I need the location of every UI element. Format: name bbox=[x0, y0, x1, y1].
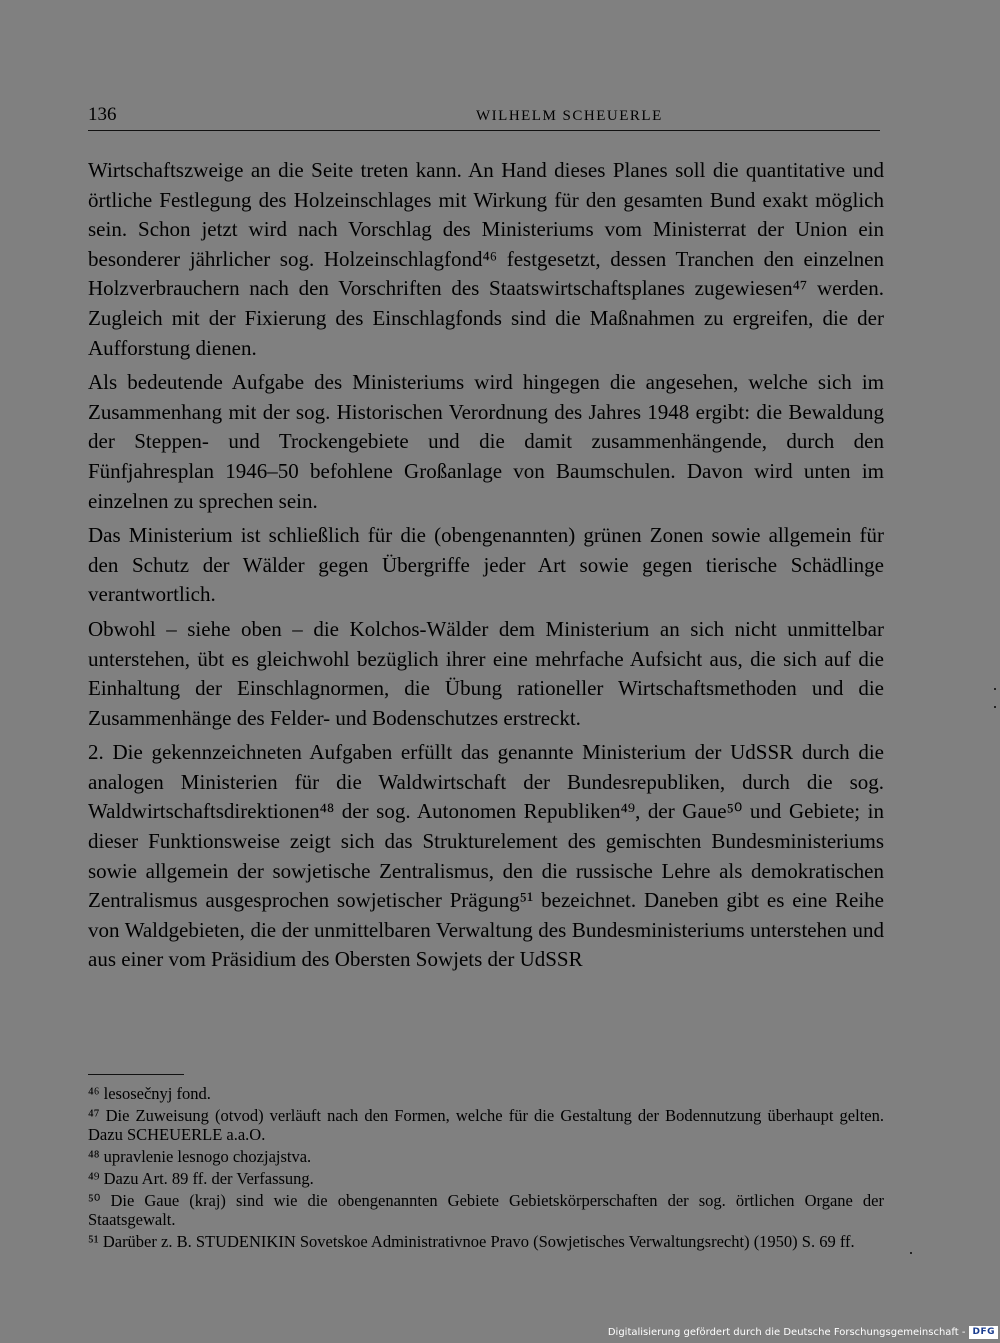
footnote: ⁴⁸ upravlenie lesnogo chozjajstva. bbox=[88, 1147, 312, 1166]
page-number: 136 bbox=[88, 104, 117, 125]
paragraph: Das Ministerium ist schließlich für die (obengenannten) grünen Zonen sowie allgemein für den Schutz der Wälder gegen Übergriffe jeder Art sowie gegen tierische Schädlinge verantwortlich. bbox=[88, 523, 884, 607]
body-text bbox=[88, 156, 884, 980]
digitization-credit bbox=[608, 1325, 998, 1339]
running-head: WILHELM SCHEUERLE bbox=[476, 108, 663, 124]
page-header bbox=[88, 104, 880, 131]
paragraph: Als bedeutende Aufgabe des Ministeriums wird hingegen die angesehen, welche sich im Zusammenhang mit der sog. Historischen Verordnung des Jahres 1948 ergibt: die Bewaldung der Steppen- und Trockengebiete und die damit zusammenhängende, durch den Fünfjahresplan 1946–50 befohlene Großanlage von Baumschulen. Davon wird unten im einzelnen zu sprechen sein. bbox=[88, 370, 884, 513]
footnote: ⁵¹ Darüber z. B. STUDENIKIN Sovetskoe Administrativnoe Pravo (Sowjetisches Verwaltungsrecht) (1950) S. 69 ff. bbox=[88, 1232, 855, 1251]
paragraph: 2. Die gekennzeichneten Aufgaben erfüllt das genannte Ministerium der UdSSR durch die analogen Ministerien für die Waldwirtschaft der Bundesrepubliken, durch die sog. Waldwirtschaftsdirektionen⁴⁸ der sog. Autonomen Republiken⁴⁹, der Gaue⁵⁰ und Gebiete; in dieser Funktionsweise zeigt sich das Strukturelement des gemischten Bundesministeriums sowie allgemein der sowjetische Zentralismus, den die russische Lehre als demokratischen Zentralismus ausgesprochen sowjetischer Prägung⁵¹ bezeichnet. Daneben gibt es eine Reihe von Waldgebieten, die der unmittelbaren Verwaltung des Bundesministeriums unterstehen und aus einer vom Präsidium des Obersten Sowjets der UdSSR bbox=[88, 740, 884, 972]
paragraph: Obwohl – siehe oben – die Kolchos-Wälder dem Ministerium an sich nicht unmittelbar unterstehen, übt es gleichwohl bezüglich ihrer eine mehrfache Aufsicht aus, die sich auf die Einhaltung der Einschlagnormen, die Übung rationeller Wirtschaftsmethoden und die Zusammenhänge des Felder- und Bodenschutzes erstreckt. bbox=[88, 616, 884, 730]
paragraph: Wirtschaftszweige an die Seite treten kann. An Hand dieses Planes soll die quantitative und örtliche Festlegung des Holzeinschlages mit Wirkung für den gesamten Bund exakt möglich sein. Schon jetzt wird nach Vorschlag des Ministeriums vom Ministerrat der Union ein besonderer jährlicher sog. Holzeinschlagfond⁴⁶ festgesetzt, dessen Tranchen den einzelnen Holzverbrauchern nach den Vorschriften des Staatswirtschaftsplanes zugewiesen⁴⁷ werden. Zugleich mit der Fixierung des Einschlagfonds sind die Maßnahmen zu ergreifen, die der Aufforstung dienen. bbox=[88, 158, 884, 360]
footnote: ⁵⁰ Die Gaue (kraj) sind wie die obengenannten Gebiete Gebietskörperschaften der sog. örtlichen Organe der Staatsgewalt. bbox=[88, 1191, 884, 1229]
dfg-logo: DFG bbox=[969, 1326, 998, 1339]
scan-speck bbox=[994, 688, 996, 690]
credit-text: Digitalisierung gefördert durch die Deutsche Forschungsgemeinschaft - bbox=[607, 1326, 966, 1338]
footnote: ⁴⁹ Dazu Art. 89 ff. der Verfassung. bbox=[88, 1169, 314, 1188]
footnotes bbox=[88, 1084, 884, 1254]
footnote: ⁴⁷ Die Zuweisung (otvod) verläuft nach den Formen, welche für die Gestaltung der Bodennutzung überhaupt gelten. Dazu SCHEUERLE a.a.O. bbox=[88, 1106, 884, 1144]
footnote-separator bbox=[88, 1074, 184, 1075]
footnote: ⁴⁶ lesosečnyj fond. bbox=[88, 1084, 211, 1103]
scan-speck bbox=[910, 1252, 912, 1254]
scan-speck bbox=[994, 706, 996, 708]
